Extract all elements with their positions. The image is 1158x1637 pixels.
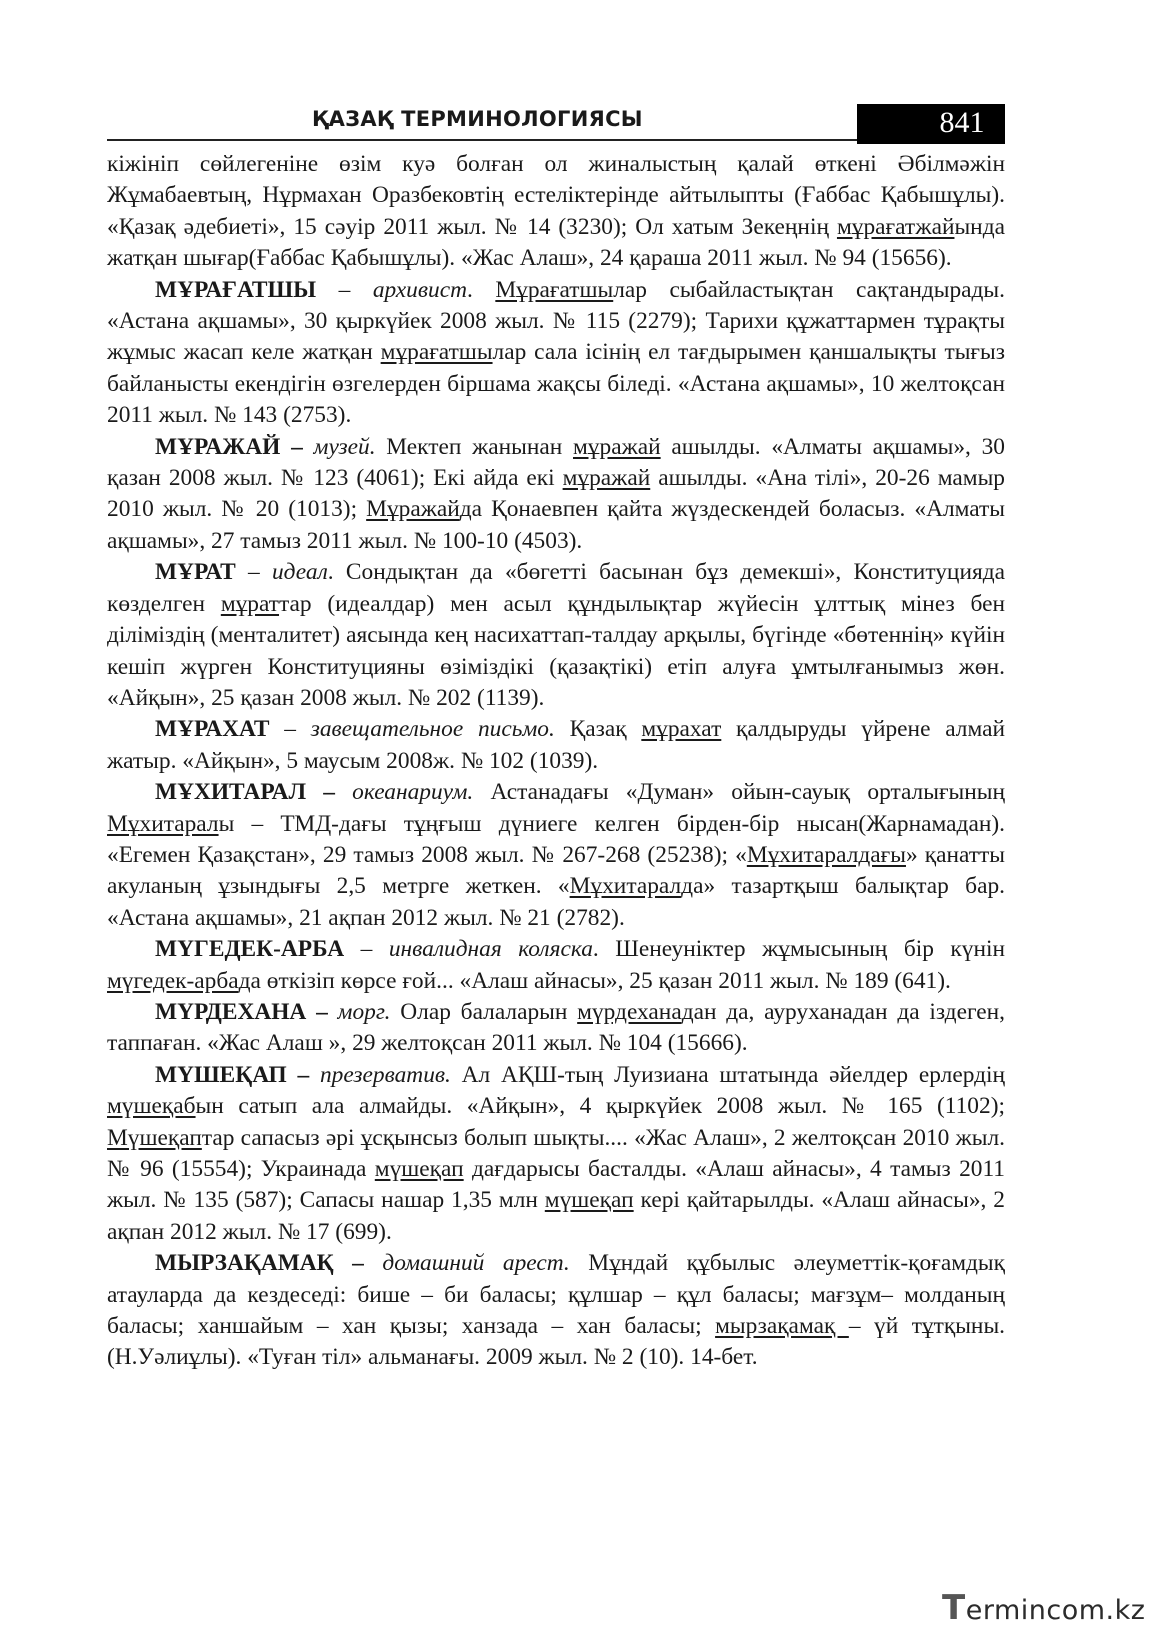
term-usage: мұрахат [641,716,722,743]
term-usage: мұрат [220,590,280,617]
watermark-t: T [942,1588,966,1628]
header-rule [107,139,857,141]
dictionary-body [107,149,1005,1374]
text-run: да» тазартқыш балықтар бар. «Астана ақшамы», 21 ақпан 2012 жыл. № 21 (2782). [107,873,1005,931]
entry-murakhat [107,714,1005,777]
term-usage: мүгедек-арба [107,967,239,994]
headword: МҰРАТ [155,559,236,586]
text-run: – үй тұтқыны. (Н.Уәлиұлы). «Туған тіл» альманағы. 2009 жыл. № 2 (10). 14-бет. [107,1313,1006,1371]
termincom-watermark [942,1588,1145,1628]
page-number-box [857,104,1005,144]
entry-mukhitaral [107,777,1005,934]
term-usage: мүшеқап [374,1156,464,1182]
translation: презерватив. [309,1061,451,1088]
text-run: қалдыруды үйрене алмай жатыр. «Айқын», 5 маусым 2008ж. № 102 (1039). [107,716,1006,774]
page-number: 841 [939,106,985,139]
headword: МҰРАХАТ [155,716,270,743]
headword: МҰХИТАРАЛ – [155,779,335,806]
text-run: . [466,276,496,303]
text-run: тар (идеалдар) мен асыл құндылықтар жүйесін ұлттық мінез бен ділiміздің (менталитет) аясында кең насихаттап-талдау арқылы, бүгінде «бөтеннің» күйін кешіп жүрген Конституцияны өзіміздікі (қазақтікі) етіп алуға ұмтылғанымыз жөн. «Айқын», 25 қазан 2008 жыл. № 202 (1139). [107,590,1005,711]
text-run: тар сапасыз әрі ұсқынсыз болып шықты.... «Жас Алаш», 2 желтоқсан 2010 жыл. № 96 (15554); Украинада [107,1124,1005,1182]
text-run: лар сала ісінің ел тағдырымен қаншалықты тығыз байланысты екендігін өзгелерден біршама жақсы біледі. «Астана ақшамы», 10 желтоқсан 2011 жыл. № 143 (2753). [107,339,1005,429]
text-run: кері қайтарылды. «Алаш айнасы», 2 ақпан 2012 жыл. № 17 (699). [107,1187,1005,1245]
term-usage: мырзақамақ [715,1313,849,1340]
watermark-text: erminc [965,1595,1062,1626]
text-run: Мұндай құбылыс әлеуметтік-қоғамдық атауларда да кездеседі: бише – би баласы; құлшар – құл баласы; мағзұм– молданың баласы; ханшайым – хан қызы; ханзада – хан баласы; [107,1250,1005,1340]
entry-murazhai [107,432,1005,558]
term-usage: мұрағатшы [380,339,493,366]
term-usage: Мұхитарал [107,810,219,837]
headword: МҮШЕҚАП – [155,1061,310,1088]
text-run: ы – ТМД-дағы тұңғыш дүниеге келген бірден-бір нысан(Жарнамадан). «Егемен Қазақстан», 29 тамыз 2008 жыл. № 267-268 (25238); « [107,810,1005,868]
term-usage: Мұхитаралдағы [746,841,906,868]
term-usage: мұражай [573,433,661,460]
text-run: ын сатып ала алмайды. «Айқын», 4 қыркүйек 2008 жыл. № 165 (1102); [195,1093,1005,1120]
translation: инвалидная коляска [388,936,593,963]
text-run: ашылды. «Ана тілі», 20-26 мамыр 2010 жыл. № 20 (1013); [107,465,1005,523]
translation: морг. [327,998,391,1025]
translation: океанариум. [334,779,474,806]
term-usage: Мұражай [366,496,460,523]
term-usage: мүшеқап [544,1187,634,1214]
text-run: дағдарысы басталды. «Алаш айнасы», 4 тамыз 2011 жыл. № 135 (587); Сапасы нашар 1,35 млн [107,1156,1005,1214]
term-usage: мұражай [562,465,651,492]
term-usage: Мұрағатшы [495,276,614,303]
watermark-o: ο [1061,1595,1079,1626]
text-run: Астанадағы «Думан» ойын-сауық орталығының [473,779,1006,806]
text-run: дан да, ауруханадан да іздеген, таппаған. «Жас Алаш », 29 желтоқсан 2011 жыл. № 104 (15666). [107,998,1005,1057]
text-run: . Сондықтан да «бөгетті басынан бұз демекші», Конституцияда көзделген [107,559,1006,617]
text-run: » қанатты акуланың ұзындығы 2,5 метрге жеткен. « [107,841,1005,900]
headword: МЫРЗАҚАМАҚ – [155,1250,364,1277]
term-usage: Мүшеқап [107,1124,202,1151]
text-run: ашылды. «Алматы ақшамы», 30 қазан 2008 жыл. № 123 (4061); Екі айда екі [107,433,1005,492]
text-run: Қазақ [554,716,642,743]
text-run: – [269,716,311,743]
entry-musheqap [107,1060,1005,1248]
headword: МҮГЕДЕК-АРБА [155,936,345,963]
text-run: да Қонаевпен қайта жүздескендей боласыз. «Алматы ақшамы», 27 тамыз 2011 жыл. № 100-10 (4503). [107,496,1005,554]
translation: завещательное письмо. [310,716,555,743]
text-run: . Шенеуніктер жұмысының бір күнін [592,936,1006,963]
text-run: да өткізіп көрсе ғой... «Алаш айнасы», 25 қазан 2011 жыл. № 189 (641). [238,967,951,994]
running-header-title: ҚАЗАҚ ТЕРМИНОЛОГИЯСЫ [312,107,643,131]
translation: архивист [372,276,467,303]
entry-mugedek-arba [107,934,1005,997]
entry-myrzaqamaq [107,1248,1005,1374]
translation: музей. [302,433,376,460]
term-usage: мүшеқаб [107,1093,196,1120]
text-run: ында жатқан шығар(Ғаббас Қабышұлы). «Жас Алаш», 24 қараша 2011 жыл. № 94 (15656). [107,213,1005,272]
text-run: кіжініп сөйлегеніне өзім куә болған ол жиналыстың қалай өткені Әбілмәжін Жұмабаевтың, Нұрмахан Оразбековтің естеліктерінде айтылыпты (Ғаббас Қабышұлы). «Қазақ әдебиеті», 15 сәуір 2011 жыл. № 14 (3230); Ол хатым Зекеңнің [107,151,1005,240]
text-run: Мектеп жанынан [375,433,573,460]
entry-muragatshy [107,275,1005,432]
text-run: Ал АҚШ-тың Луизиана штатында әйелдер ерлердің [450,1061,1006,1088]
text-run: лар сыбайластықтан сақтандырады. «Астана ақшамы», 30 қыркүйек 2008 жыл. № 115 (2279); Тарихи құжаттармен тұрақты жұмыс жасап келе жатқан [107,276,1005,366]
headword: МҰРАЖАЙ – [155,433,303,460]
entry-murdekhana [107,997,1005,1060]
running-header [107,104,1005,144]
term-usage: мүрдехана [577,998,682,1025]
term-usage: Мұхитарал [569,873,682,900]
intro-paragraph [107,149,1005,275]
translation: домашний арест. [363,1250,570,1277]
text-run: Олар балаларын [390,998,578,1025]
entry-murat [107,557,1005,714]
text-run: – [316,276,373,303]
watermark-domain: m.kz [1078,1595,1146,1626]
translation: идеал [271,559,328,586]
text-run: – [235,559,272,586]
headword: МҮРДЕХАНА – [155,998,328,1025]
headword: МҰРАҒАТШЫ [155,276,317,303]
text-run: – [344,936,389,963]
term-usage: мұрағатжай [836,213,955,240]
